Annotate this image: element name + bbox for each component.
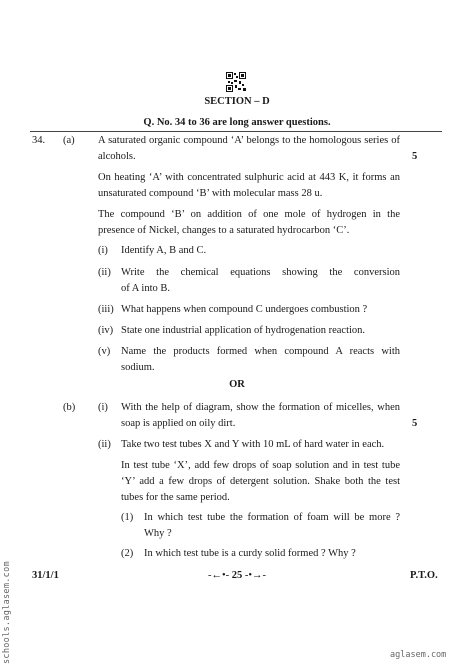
sub-question-text: In test tube ‘X’, add few drops of soap solution and in test tube (121, 460, 400, 471)
sub-question-text: soap is applied on oily dirt. (121, 418, 236, 429)
sub-question-label: (2) (121, 548, 134, 559)
sub-question-text: ‘Y’ add a few drops of detergent solution. Shake both the test (121, 476, 400, 487)
question-number: 34. (32, 135, 46, 146)
part-a-line: On heating ‘A’ with concentrated sulphuric acid at 443 K, it forms an (98, 172, 400, 183)
sub-question-text: Take two test tubes X and Y with 10 mL of hard water in each. (121, 439, 385, 450)
part-a-line: alcohols. (98, 151, 136, 162)
corner-watermark: aglasem.com (390, 650, 447, 660)
part-a-marks: 5 (412, 151, 418, 162)
sub-question-label: (iii) (98, 304, 114, 315)
page-ornament-icon: -•→- (244, 570, 267, 581)
sub-question-label: (i) (98, 402, 108, 413)
sub-question-text: tubes for the same period. (121, 492, 230, 503)
sub-question-label: (v) (98, 346, 111, 357)
sub-question-text: State one industrial application of hydrogenation reaction. (121, 325, 366, 336)
page-number-group (0, 568, 474, 583)
qr-code-icon (226, 72, 246, 92)
part-a-line: A saturated organic compound ‘A’ belongs to the homologous series of (98, 135, 400, 146)
paper-code: 31/1/1 (32, 570, 59, 581)
sub-question-text: Identify A, B and C. (121, 245, 207, 256)
sub-question-text: In which test tube is a curdy solid formed ? Why ? (144, 548, 356, 559)
sub-question-text: Why ? (144, 528, 172, 539)
part-b-label: (b) (63, 402, 76, 413)
sub-question-text: With the help of diagram, show the formation of micelles, when (121, 402, 400, 413)
part-b-marks: 5 (412, 418, 418, 429)
section-divider (30, 131, 442, 132)
pto-label: P.T.O. (410, 570, 438, 581)
sub-question-label: (ii) (98, 267, 111, 278)
sub-question-label: (i) (98, 245, 108, 256)
part-a-line: presence of Nickel, changes to a saturated hydrocarbon ‘C’. (98, 225, 350, 236)
sub-question-text: What happens when compound C undergoes combustion ? (121, 304, 368, 315)
sub-question-text: of A into B. (121, 283, 171, 294)
sub-question-text: Name the products formed when compound A reacts with (121, 346, 400, 357)
sub-question-text: Write the chemical equations showing the conversion (121, 267, 400, 278)
part-a-label: (a) (63, 135, 75, 146)
page-ornament-icon: -←•- (207, 570, 230, 581)
sub-question-text: sodium. (121, 362, 155, 373)
part-a-line: The compound ‘B’ on addition of one mole of hydrogen in the (98, 209, 400, 220)
sub-question-label: (ii) (98, 439, 111, 450)
sub-question-label: (iv) (98, 325, 114, 336)
or-separator: OR (229, 379, 245, 390)
part-a-line: unsaturated compound ‘B’ with molecular mass 28 u. (98, 188, 323, 199)
side-watermark: schools.aglasem.com (2, 561, 12, 664)
sub-question-label: (1) (121, 512, 134, 523)
section-heading: SECTION – D (204, 96, 270, 107)
sub-question-text: In which test tube the formation of foam will be more ? (144, 512, 400, 523)
page-number: 25 (231, 570, 243, 581)
section-instruction: Q. No. 34 to 36 are long answer questions. (143, 117, 331, 128)
